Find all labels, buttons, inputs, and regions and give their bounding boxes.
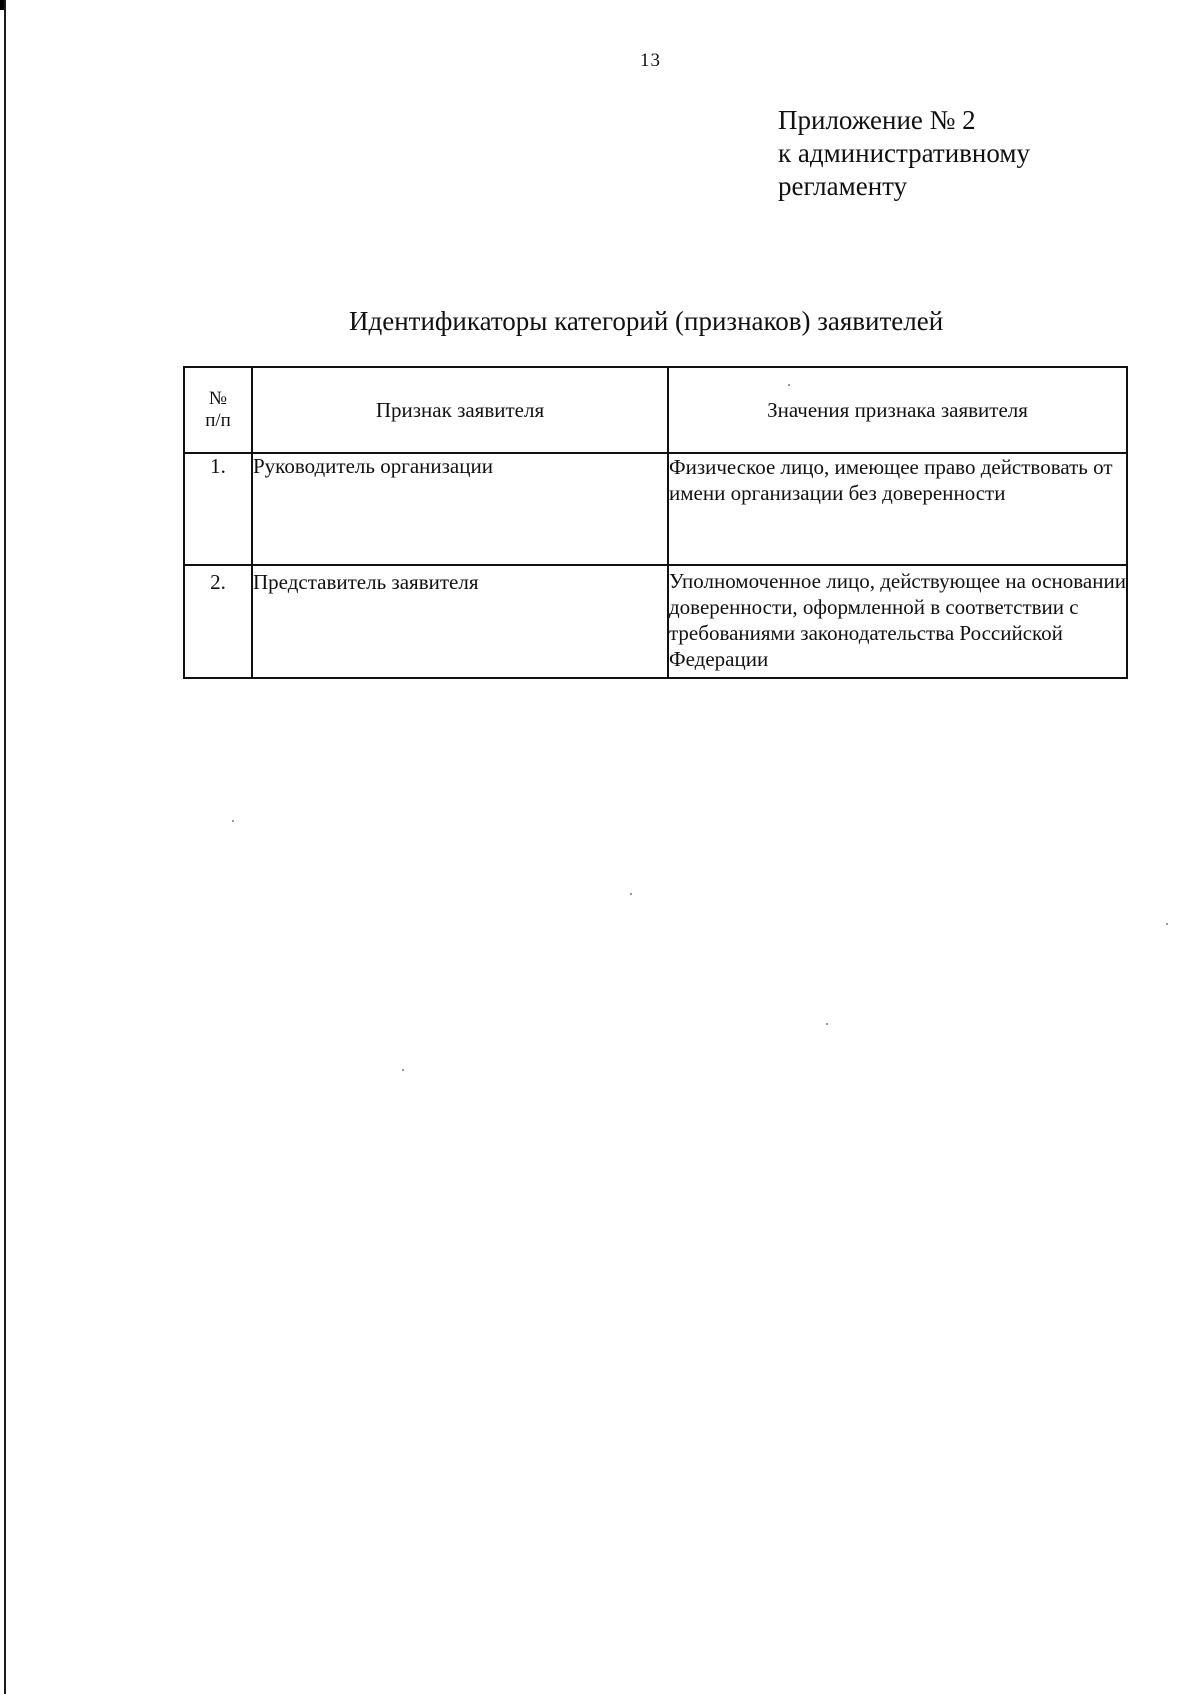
scan-speck bbox=[788, 384, 790, 386]
table-row bbox=[184, 453, 1127, 565]
table-header-row bbox=[184, 367, 1127, 453]
appendix-note bbox=[778, 104, 1030, 203]
document-title: Идентификаторы категорий (признаков) заявителей bbox=[349, 306, 944, 336]
header-values: Значения признака заявителя bbox=[668, 367, 1127, 453]
row-attribute: Руководитель организации bbox=[252, 453, 668, 565]
row-value: Физическое лицо, имеющее право действовать от имени организации без доверенности bbox=[668, 453, 1127, 565]
appendix-line-3: регламенту bbox=[778, 171, 908, 201]
header-number-abbrev: п/п bbox=[205, 410, 231, 431]
appendix-line-2: к административному bbox=[778, 138, 1030, 168]
scan-speck bbox=[630, 893, 632, 895]
appendix-line-1: Приложение № 2 bbox=[778, 105, 976, 135]
row-attribute: Представитель заявителя bbox=[252, 565, 668, 678]
header-number-sign: № bbox=[208, 388, 228, 409]
scan-speck bbox=[826, 1023, 828, 1025]
header-attribute: Признак заявителя bbox=[252, 367, 668, 453]
scan-border-edge bbox=[4, 0, 6, 1694]
scan-speck bbox=[402, 1069, 404, 1071]
page-number: 13 bbox=[640, 50, 661, 71]
row-value: Уполномоченное лицо, действующее на основании доверенности, оформленной в соответствии с требованиями законодательства Российской Федерации bbox=[668, 565, 1127, 678]
row-number: 2. bbox=[184, 565, 252, 678]
table-row bbox=[184, 565, 1127, 678]
header-number bbox=[184, 367, 252, 453]
scan-speck bbox=[232, 820, 234, 822]
scan-speck bbox=[1166, 923, 1168, 925]
row-number: 1. bbox=[184, 453, 252, 565]
applicant-criteria-table bbox=[183, 366, 1128, 679]
